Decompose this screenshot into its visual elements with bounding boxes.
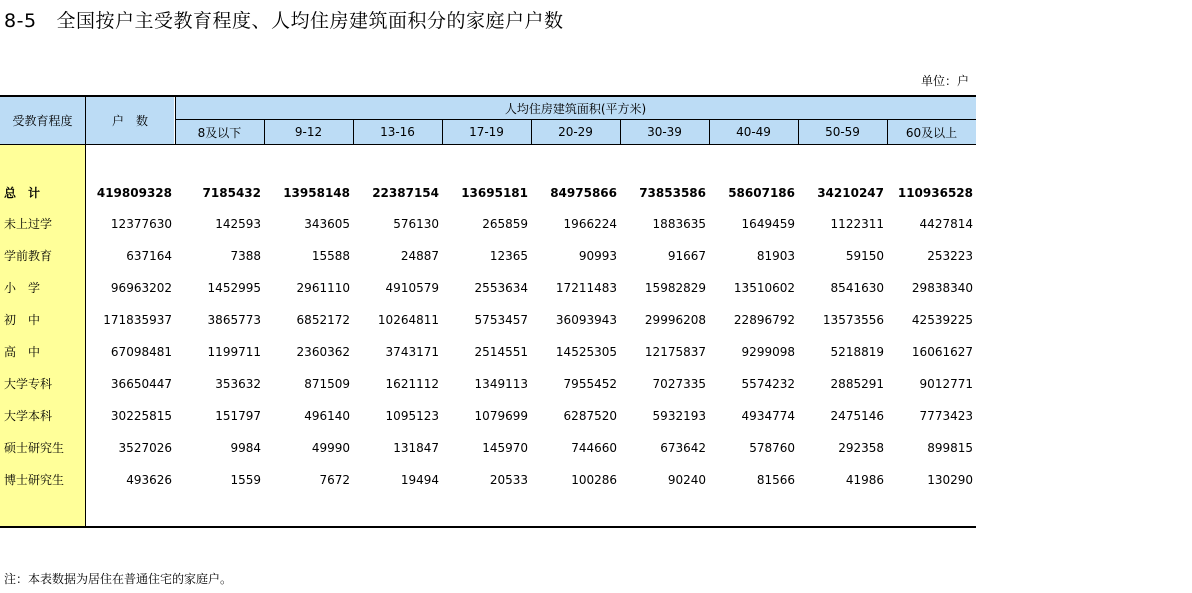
value-cell: 41986 [845,473,884,487]
value-cell: 145970 [482,441,528,455]
header-divider [531,120,532,144]
value-cell: 576130 [393,217,439,231]
row-label: 博士研究生 [4,473,65,487]
value-cell: 91667 [667,249,706,263]
header-divider [264,120,265,144]
unit-label: 单位：户 [921,74,970,88]
value-cell: 744660 [571,441,617,455]
table-row [0,208,976,240]
value-cell: 7773423 [919,409,973,423]
total-cell: 493626 [126,473,172,487]
table-row [0,304,976,336]
table-row [0,272,976,304]
value-cell: 20533 [489,473,528,487]
table-row [0,240,976,272]
value-cell: 73853586 [639,186,706,200]
value-cell: 3743171 [385,345,439,359]
value-cell: 1199711 [207,345,261,359]
value-cell: 14525305 [555,345,617,359]
header-divider [175,97,176,144]
row-label: 未上过学 [4,217,53,231]
value-cell: 5932193 [652,409,706,423]
table-row [0,400,976,432]
value-cell: 13573556 [822,313,884,327]
header-divider [709,120,710,144]
header-divider [620,120,621,144]
value-cell: 13958148 [283,186,350,200]
value-cell: 3865773 [207,313,261,327]
header-divider [442,120,443,144]
value-cell: 6852172 [296,313,350,327]
value-cell: 253223 [927,249,973,263]
value-cell: 2885291 [830,377,884,391]
value-cell: 578760 [749,441,795,455]
value-cell: 12365 [489,249,528,263]
value-cell: 90240 [667,473,706,487]
value-cell: 4934774 [741,409,795,423]
value-cell: 2553634 [474,281,528,295]
value-cell: 2475146 [830,409,884,423]
table-title: 全国按户主受教育程度、人均住房建筑面积分的家庭户户数 [56,10,564,32]
page-title [4,6,564,33]
value-cell: 9012771 [919,377,973,391]
value-cell: 49990 [311,441,350,455]
value-cell: 871509 [304,377,350,391]
value-cell: 1883635 [652,217,706,231]
area-bin-header: 50-59 [798,120,887,144]
value-cell: 1559 [230,473,261,487]
table-bottom-border [0,526,976,528]
value-cell: 58607186 [728,186,795,200]
value-cell: 1452995 [207,281,261,295]
value-cell: 2360362 [296,345,350,359]
value-cell: 130290 [927,473,973,487]
area-bin-header: 30-39 [620,120,709,144]
value-cell: 2961110 [296,281,350,295]
value-cell: 81903 [756,249,795,263]
data-table [0,95,976,529]
row-label: 大学专科 [4,377,53,391]
area-bin-header: 60及以上 [887,120,976,144]
row-label: 总 计 [4,186,41,200]
value-cell: 265859 [482,217,528,231]
value-cell: 7388 [230,249,261,263]
row-label: 高 中 [4,345,41,359]
value-cell: 110936528 [897,186,973,200]
value-cell: 22896792 [733,313,795,327]
table-top-border [0,95,976,97]
value-cell: 1095123 [385,409,439,423]
value-cell: 6287520 [563,409,617,423]
row-label: 硕士研究生 [4,441,65,455]
value-cell: 22387154 [372,186,439,200]
row-label: 学前教育 [4,249,53,263]
value-cell: 34210247 [817,186,884,200]
subheader-divider [175,119,976,120]
area-bin-header: 13-16 [353,120,442,144]
value-cell: 29996208 [644,313,706,327]
value-cell: 292358 [838,441,884,455]
value-cell: 7672 [319,473,350,487]
value-cell: 9299098 [741,345,795,359]
value-cell: 899815 [927,441,973,455]
value-cell: 42539225 [911,313,973,327]
table-row [0,336,976,368]
value-cell: 1122311 [830,217,884,231]
value-cell: 343605 [304,217,350,231]
value-cell: 7955452 [563,377,617,391]
header-divider [887,120,888,144]
value-cell: 8541630 [830,281,884,295]
header-bottom-divider [0,144,976,145]
value-cell: 1079699 [474,409,528,423]
total-cell: 36650447 [110,377,172,391]
value-cell: 36093943 [555,313,617,327]
value-cell: 1621112 [385,377,439,391]
value-cell: 13510602 [733,281,795,295]
value-cell: 5574232 [741,377,795,391]
table-row [0,432,976,464]
value-cell: 81566 [756,473,795,487]
value-cell: 13695181 [461,186,528,200]
total-cell: 30225815 [110,409,172,423]
area-bin-header: 9-12 [264,120,353,144]
value-cell: 7185432 [202,186,261,200]
education-column-header: 受教育程度 [0,97,85,144]
value-cell: 9984 [230,441,261,455]
value-cell: 1349113 [474,377,528,391]
value-cell: 5218819 [830,345,884,359]
value-cell: 2514551 [474,345,528,359]
value-cell: 4427814 [919,217,973,231]
value-cell: 15982829 [644,281,706,295]
value-cell: 10264811 [377,313,439,327]
value-cell: 1966224 [563,217,617,231]
value-cell: 17211483 [555,281,617,295]
value-cell: 90993 [578,249,617,263]
value-cell: 496140 [304,409,350,423]
total-cell: 12377630 [110,217,172,231]
value-cell: 4910579 [385,281,439,295]
table-row [0,464,976,496]
value-cell: 16061627 [911,345,973,359]
value-cell: 131847 [393,441,439,455]
value-cell: 59150 [845,249,884,263]
total-cell: 171835937 [103,313,172,327]
value-cell: 84975866 [550,186,617,200]
row-label: 初 中 [4,313,41,327]
header-divider [353,120,354,144]
total-cell: 3527026 [118,441,172,455]
row-label: 小 学 [4,281,41,295]
total-cell: 67098481 [110,345,172,359]
value-cell: 5753457 [474,313,528,327]
value-cell: 12175837 [644,345,706,359]
area-bin-header: 40-49 [709,120,798,144]
value-cell: 673642 [660,441,706,455]
value-cell: 7027335 [652,377,706,391]
table-row [0,368,976,400]
total-cell: 96963202 [110,281,172,295]
footnote: 注：本表数据为居住在普通住宅的家庭户。 [4,572,233,586]
area-bin-header: 8及以下 [175,120,264,144]
area-bin-header: 17-19 [442,120,531,144]
value-cell: 142593 [215,217,261,231]
value-cell: 19494 [400,473,439,487]
area-group-header: 人均住房建筑面积(平方米) [175,97,976,119]
value-cell: 15588 [311,249,350,263]
row-label: 大学本科 [4,409,53,423]
total-cell: 637164 [126,249,172,263]
total-column-header: 户 数 [86,97,174,144]
value-cell: 1649459 [741,217,795,231]
total-cell: 419809328 [96,186,172,200]
area-bin-header: 20-29 [531,120,620,144]
value-cell: 151797 [215,409,261,423]
table-row [0,177,976,209]
header-divider [798,120,799,144]
table-number: 8-5 [4,10,37,32]
value-cell: 29838340 [911,281,973,295]
value-cell: 100286 [571,473,617,487]
value-cell: 353632 [215,377,261,391]
value-cell: 24887 [400,249,439,263]
